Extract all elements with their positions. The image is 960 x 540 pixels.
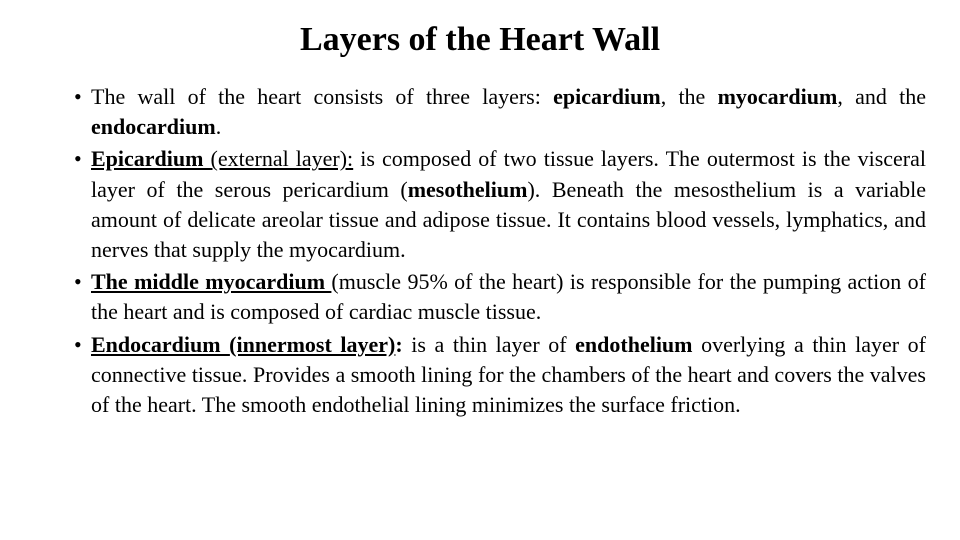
term-endocardium: endocardium <box>91 114 216 140</box>
bullet-marker: • <box>74 146 82 172</box>
slide-title <box>0 18 960 62</box>
bullet-endocardium <box>74 330 926 421</box>
bullet-text: is composed of two tissue layers. The outermost is the visceral layer of the serous pericardium ( <box>91 146 926 202</box>
term-endocardium-heading: Endocardium <box>91 331 230 357</box>
bullet-marker: • <box>74 269 82 295</box>
term-epicardium-heading: Epicardium <box>91 146 211 172</box>
bullet-epicardium <box>74 144 926 265</box>
bullet-layers-overview <box>74 82 926 142</box>
term-myocardium-heading: The middle myocardium <box>91 269 332 295</box>
bullet-text: is a thin layer of <box>402 331 576 357</box>
term-mesothelium: mesothelium <box>407 176 528 202</box>
bullet-text: The wall of the heart consists of three layers: <box>91 84 554 109</box>
bullet-myocardium <box>74 267 926 327</box>
bullet-marker: • <box>74 331 82 357</box>
term-endothelium: endothelium <box>575 331 693 357</box>
term-endocardium-colon: : <box>395 331 403 357</box>
slide-title-text: Layers of the Heart Wall <box>299 21 661 58</box>
bullet-text: ). Beneath the mesosthelium is a variable amount of delicate areolar tissue and adipose tissue. It contains blood vessels, lymphatics, and nerves that supply the myocardium. <box>91 176 926 263</box>
bullet-list <box>74 82 926 422</box>
bullet-text: , and the <box>837 84 926 109</box>
bullet-text: overlying a thin layer of connective tissue. Provides a smooth lining for the chambers of the heart and covers the valves of the heart. The smooth endothelial lining minimizes the surface friction. <box>91 331 926 418</box>
term-epicardium-qualifier: (external layer): <box>210 146 354 172</box>
bullet-marker: • <box>74 84 82 109</box>
bullet-text: . <box>215 114 222 140</box>
term-epicardium: epicardium <box>553 84 661 109</box>
term-endocardium-qualifier: (innermost layer) <box>229 331 396 357</box>
bullet-text: , the <box>660 84 718 109</box>
bullet-text: (muscle 95% of the heart) is responsible for the pumping action of the heart and is composed of cardiac muscle tissue. <box>91 269 926 325</box>
term-myocardium: myocardium <box>717 84 838 109</box>
